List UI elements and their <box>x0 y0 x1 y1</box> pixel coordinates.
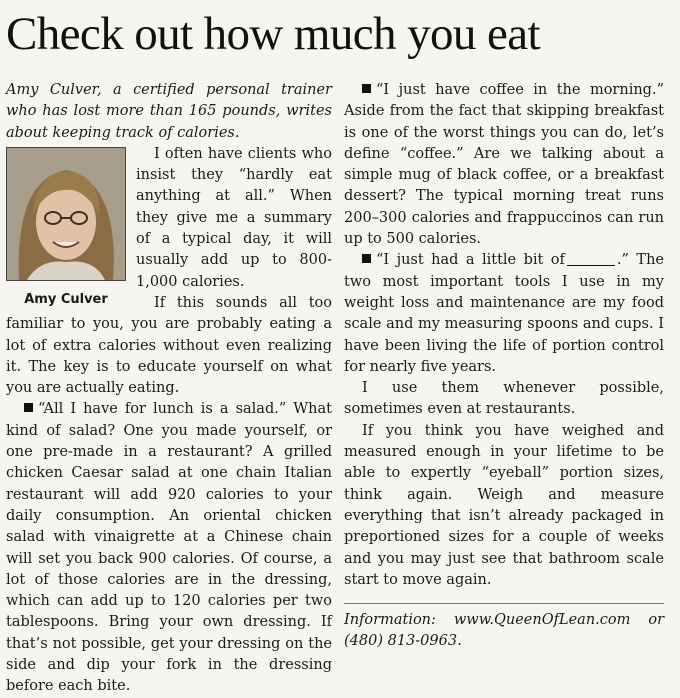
paragraph: I use them whenever possible, sometimes even at restaurants. <box>344 380 664 418</box>
paragraph-little-bit: “I just had a little bit of .” The two most important tools I use in my weight loss and maintenance are my food scale and my measuring spoons and cups. I have been living the life of portion control for nearly five years. <box>344 252 664 375</box>
headline: Check out how much you eat <box>6 8 540 60</box>
paragraph: If this sounds all too familiar to you, you are probably eating a lot of extra calories without even realizing it. The key is to educate yourself on what you are actually eating. <box>6 294 332 397</box>
bullet-square-icon <box>362 254 371 263</box>
author-photo <box>6 147 126 281</box>
bullet-square-icon <box>362 84 371 93</box>
column-left <box>6 80 332 698</box>
column-right <box>344 80 664 652</box>
blank-line <box>567 265 615 266</box>
photo-box <box>6 147 126 310</box>
paragraph: If you think you have weighed and measured enough in your lifetime to be able to expertly “eyeball” portion sizes, think again. Weigh and measure everything that isn’t already packaged in preportioned sizes for a couple of weeks and you may just see that bathroom scale start to move again. <box>344 422 664 588</box>
divider <box>344 603 664 604</box>
paragraph: I often have clients who insist they “hardly eat anything at all.” When they give me a summary of a typical day, it will usually add up to 800-1,000 calories. <box>136 145 332 290</box>
portrait-illustration <box>7 148 125 280</box>
info-line: Information: www.QueenOfLean.com or (480) 813-0963. <box>344 612 664 650</box>
bullet-square-icon <box>24 403 33 412</box>
paragraph-salad: “All I have for lunch is a salad.” What kind of salad? One you made yourself, or one pre-made in a restaurant? A grilled chicken Caesar salad at one chain Italian restaurant will add 920 calories to your daily consumption. An oriental chicken salad with vinaigrette at a Chinese chain will set you back 900 calories. Of course, a lot of those calories are in the dressing, which can add up to 120 calories per two tablespoons. Bring your own dressing. If that’s not possible, get your dressing on the side and dip your fork in the dressing before each bite. <box>6 401 332 695</box>
paragraph-coffee: “I just have coffee in the morning.” Aside from the fact that skipping breakfast is one of the worst things you can do, let’s define “coffee.” Are we talking about a simple mug of black coffee, or a breakfast dessert? The typical morning treat runs 200–300 calories and frappuccinos can run up to 500 calories. <box>344 82 664 248</box>
intro-text: Amy Culver, a certified personal trainer who has lost more than 165 pounds, writes about keeping track of calories. <box>6 82 332 141</box>
photo-caption: Amy Culver <box>24 291 108 307</box>
